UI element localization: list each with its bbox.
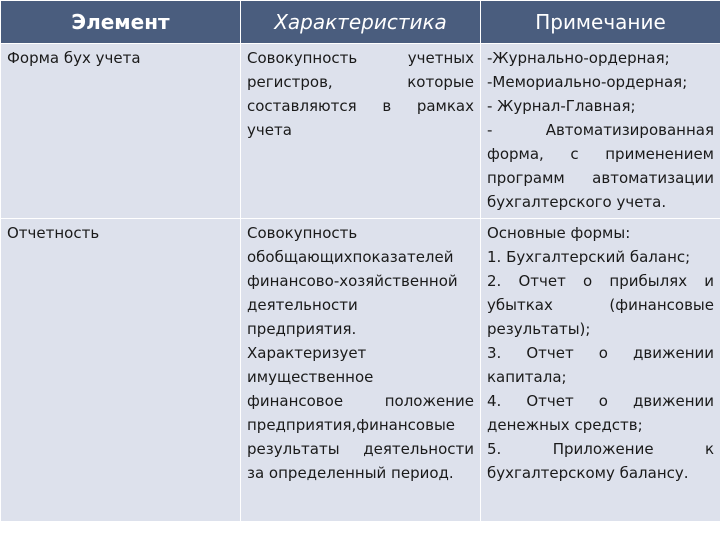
cell-line: регистров, которые xyxy=(247,73,474,91)
cell-line: 5. Приложение к xyxy=(487,440,714,458)
header-row xyxy=(1,1,720,44)
cell-characteristic xyxy=(241,219,481,522)
header-note: Примечание xyxy=(481,1,720,44)
cell-line: предприятия. xyxy=(247,320,357,338)
cell-line: - Автоматизированная xyxy=(487,121,714,139)
cell-line: результаты деятельности xyxy=(247,440,474,458)
cell-line: форма, с применением xyxy=(487,145,714,163)
cell-line: результаты); xyxy=(487,320,591,338)
cell-line: учета xyxy=(247,121,292,139)
cell-line: финансово-хозяйственной xyxy=(247,272,458,290)
cell-characteristic xyxy=(241,44,481,219)
header-characteristic: Характеристика xyxy=(241,1,481,44)
cell-line: имущественное xyxy=(247,368,374,386)
cell-element: Отчетность xyxy=(1,219,241,522)
table-row xyxy=(1,44,720,219)
cell-line: обобщающихпоказателей xyxy=(247,248,454,266)
cell-line: Характеризует xyxy=(247,344,367,362)
cell-line: программ автоматизации xyxy=(487,169,714,187)
cell-line: Совокупность xyxy=(247,224,358,242)
cell-line: финансовое положение xyxy=(247,392,474,410)
cell-line: бухгалтерского учета. xyxy=(487,193,667,211)
cell-note xyxy=(481,219,720,522)
cell-line: - Журнал-Главная; xyxy=(487,97,636,115)
cell-line: 2. Отчет о прибылях и xyxy=(487,272,714,290)
header-element: Элемент xyxy=(1,1,241,44)
cell-line: 1. Бухгалтерский баланс; xyxy=(487,248,691,266)
cell-note xyxy=(481,44,720,219)
cell-line: -Журнально-ордерная; xyxy=(487,49,670,67)
cell-line: Основные формы: xyxy=(487,224,631,242)
cell-line: денежных средств; xyxy=(487,416,643,434)
cell-line: убытках (финансовые xyxy=(487,296,714,314)
cell-line: за определенный период. xyxy=(247,464,454,482)
cell-line: деятельности xyxy=(247,296,358,314)
cell-line: 3. Отчет о движении xyxy=(487,344,714,362)
table-row xyxy=(1,219,720,522)
cell-line: бухгалтерскому балансу. xyxy=(487,464,689,482)
cell-line: капитала; xyxy=(487,368,567,386)
cell-line: 4. Отчет о движении xyxy=(487,392,714,410)
cell-element: Форма бух учета xyxy=(1,44,241,219)
cell-line: составляются в рамках xyxy=(247,97,474,115)
cell-line: -Мемориально-ордерная; xyxy=(487,73,688,91)
cell-line: Совокупность учетных xyxy=(247,49,474,67)
cell-line: предприятия,финансовые xyxy=(247,416,456,434)
